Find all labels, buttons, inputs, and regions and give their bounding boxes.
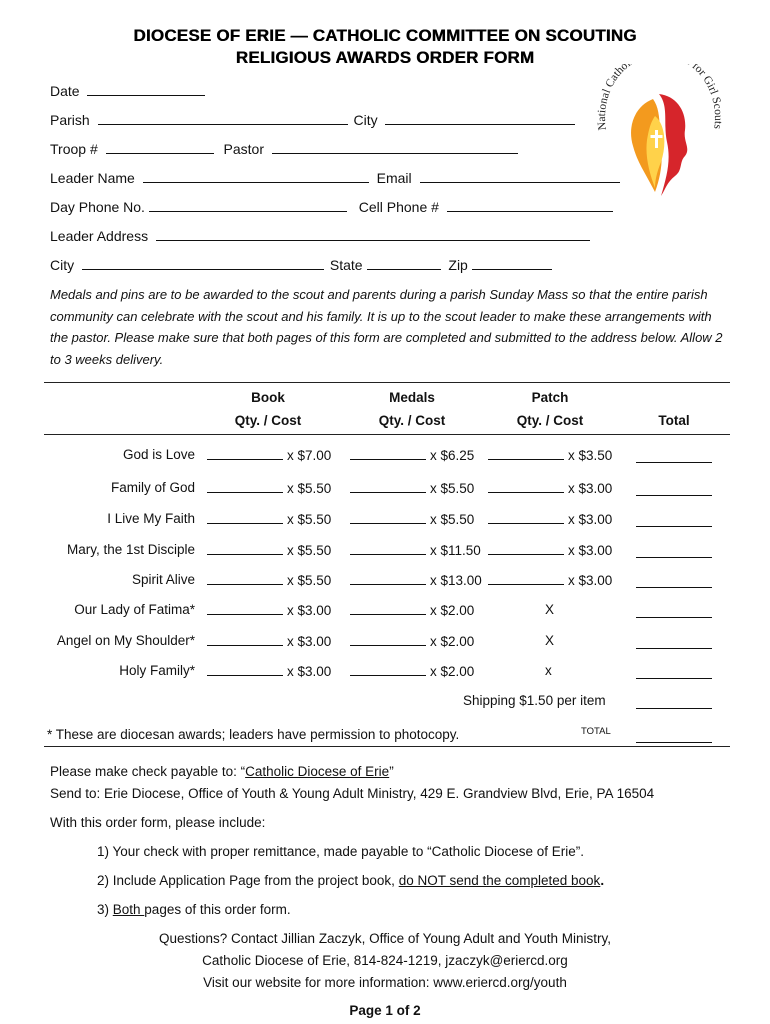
book-qty-blank[interactable] (207, 511, 283, 524)
book-qty-blank[interactable] (207, 663, 283, 676)
leader-name-blank[interactable] (143, 169, 369, 183)
patch-qty-blank[interactable] (488, 542, 564, 555)
leader-name-field[interactable] (50, 169, 620, 186)
book-price: x $5.50 (287, 543, 332, 558)
medals-qty-cell[interactable] (350, 447, 474, 463)
city2-label: City (50, 257, 75, 273)
book-price: x $3.00 (287, 603, 332, 618)
item2-suffix: . (600, 873, 605, 888)
pastor-blank[interactable] (272, 140, 518, 154)
row-total-blank[interactable] (636, 545, 712, 558)
contact-line-3: Visit our website for more information: www.eriercd.org/youth (203, 975, 567, 990)
patch-price: x $3.00 (568, 481, 613, 496)
table-top-rule (44, 382, 730, 383)
zip-label: Zip (448, 257, 468, 273)
include-item-2 (97, 873, 604, 888)
award-name: Holy Family* (119, 663, 195, 678)
date-blank[interactable] (87, 82, 205, 96)
medals-qty-cell[interactable] (350, 663, 474, 679)
medals-qty-cell[interactable] (350, 633, 474, 649)
book-qty-cell[interactable] (207, 572, 331, 588)
state-label: State (329, 257, 363, 273)
medals-price: x $11.50 (430, 543, 481, 558)
book-qty-cell[interactable] (207, 602, 331, 618)
row-total-blank[interactable] (636, 666, 712, 679)
header-patch: Patch (531, 390, 569, 405)
patch-qty-cell[interactable] (488, 447, 612, 463)
table-header-rule (44, 434, 730, 435)
contact-line-2: Catholic Diocese of Erie, 814-824-1219, jzaczyk@eriercd.org (202, 953, 568, 968)
patch-price: x $3.00 (568, 573, 613, 588)
book-price: x $5.50 (287, 481, 332, 496)
day-phone-blank[interactable] (149, 198, 347, 212)
medals-qty-cell[interactable] (350, 511, 474, 527)
patch-price: x $3.50 (568, 448, 613, 463)
medals-qty-cell[interactable] (350, 542, 481, 558)
check-prefix: Please make check payable to: “ (50, 764, 246, 779)
book-qty-cell[interactable] (207, 663, 331, 679)
troop-field[interactable] (50, 140, 518, 157)
leader-address-label: Leader Address (50, 228, 149, 244)
patch-not-available: x (545, 663, 552, 678)
header-book-qty: Qty. / Cost (234, 413, 302, 428)
book-price: x $3.00 (287, 664, 332, 679)
include-heading: With this order form, please include: (50, 815, 266, 830)
day-phone-label: Day Phone No. (50, 199, 145, 215)
award-name: Angel on My Shoulder* (56, 633, 195, 648)
check-payee: Catholic Diocese of Erie (245, 764, 390, 779)
leader-name-label: Leader Name (50, 170, 135, 186)
footnote-text: * These are diocesan awards; leaders have permission to photocopy. (47, 727, 460, 742)
header-total: Total (658, 413, 690, 428)
leader-address-blank[interactable] (156, 227, 590, 241)
date-label: Date (50, 83, 80, 99)
parish-label: Parish (50, 112, 90, 128)
parish-blank[interactable] (98, 111, 348, 125)
item3-prefix: 3) (97, 902, 113, 917)
book-qty-cell[interactable] (207, 542, 331, 558)
book-price: x $5.50 (287, 512, 332, 527)
phone-field[interactable] (50, 198, 613, 215)
award-name: Spirit Alive (131, 572, 195, 587)
grand-total-blank[interactable] (636, 730, 712, 743)
patch-not-available: X (545, 602, 555, 617)
row-total-blank[interactable] (636, 514, 712, 527)
form-title-line1: DIOCESE OF ERIE — CATHOLIC COMMITTEE ON SCOUTING (133, 26, 637, 45)
table-bottom-rule (44, 746, 730, 747)
medals-qty-blank[interactable] (350, 447, 426, 460)
patch-qty-blank[interactable] (488, 480, 564, 493)
city2-blank[interactable] (82, 256, 324, 270)
header-patch-qty: Qty. / Cost (516, 413, 584, 428)
row-total-blank[interactable] (636, 636, 712, 649)
medals-qty-cell[interactable] (350, 480, 474, 496)
email-label: Email (376, 170, 412, 186)
ncc-logo (595, 64, 725, 214)
include-item-1: 1) Your check with proper remittance, made payable to “Catholic Diocese of Erie”. (97, 844, 584, 859)
medals-price: x $6.25 (430, 448, 475, 463)
medals-qty-blank[interactable] (350, 663, 426, 676)
patch-qty-blank[interactable] (488, 447, 564, 460)
medals-price: x $5.50 (430, 512, 475, 527)
item3-underlined: Both (112, 902, 145, 917)
patch-qty-cell[interactable] (488, 480, 612, 496)
medals-price: x $5.50 (430, 481, 475, 496)
pastor-label: Pastor (223, 141, 264, 157)
item2-underlined: do NOT send the completed book (398, 873, 601, 888)
medals-qty-blank[interactable] (350, 511, 426, 524)
patch-qty-cell[interactable] (488, 511, 612, 527)
cell-phone-blank[interactable] (447, 198, 613, 212)
row-total-blank[interactable] (636, 575, 712, 588)
email-blank[interactable] (420, 169, 620, 183)
patch-qty-cell[interactable] (488, 542, 612, 558)
award-name: I Live My Faith (107, 511, 195, 526)
include-item-3 (97, 902, 291, 917)
zip-blank[interactable] (472, 256, 552, 270)
city-state-zip-field[interactable] (50, 256, 552, 273)
medals-qty-blank[interactable] (350, 572, 426, 585)
page-number: Page 1 of 2 (349, 1003, 421, 1018)
contact-line-1: Questions? Contact Jillian Zaczyk, Office of Young Adult and Youth Ministry, (158, 931, 611, 946)
medals-price: x $13.00 (430, 573, 482, 588)
patch-price: x $3.00 (568, 512, 613, 527)
date-field[interactable] (50, 82, 205, 99)
row-total-blank[interactable] (636, 450, 712, 463)
send-to-line: Send to: Erie Diocese, Office of Youth & Young Adult Ministry, 429 E. Grandview Blvd, Erie, PA 16504 (50, 786, 655, 801)
medals-qty-blank[interactable] (350, 542, 426, 555)
form-title-line2: RELIGIOUS AWARDS ORDER FORM (235, 48, 535, 67)
total-label: TOTAL (581, 726, 611, 737)
medals-qty-cell[interactable] (350, 602, 474, 618)
book-price: x $5.50 (287, 573, 332, 588)
book-qty-cell[interactable] (207, 511, 331, 527)
award-name: Family of God (110, 480, 195, 495)
state-blank[interactable] (367, 256, 441, 270)
shipping-label: Shipping $1.50 per item (463, 693, 606, 708)
row-total-blank[interactable] (636, 483, 712, 496)
book-qty-cell[interactable] (207, 447, 331, 463)
cell-phone-label: Cell Phone # (358, 199, 439, 215)
book-qty-blank[interactable] (207, 542, 283, 555)
book-price: x $3.00 (287, 634, 332, 649)
header-medals: Medals (389, 390, 435, 405)
row-total-blank[interactable] (636, 605, 712, 618)
city-label: City (353, 112, 378, 128)
medals-price: x $2.00 (430, 664, 475, 679)
troop-label: Troop # (50, 141, 98, 157)
troop-blank[interactable] (106, 140, 214, 154)
instructions-text: Medals and pins are to be awarded to the scout and parents during a parish Sunday Mass so that the entire parish community can celebrate with the scout and his family. It is up to the scout leader to make these arrangements with the pastor. Please make sure that both pages of this form are completed and submitted to the address below. Allow 2 to 3 weeks delivery. (50, 287, 723, 367)
medals-price: x $2.00 (430, 634, 475, 649)
book-qty-cell[interactable] (207, 633, 331, 649)
medals-qty-blank[interactable] (350, 633, 426, 646)
header-medals-qty: Qty. / Cost (378, 413, 446, 428)
award-name: Mary, the 1st Disciple (66, 542, 195, 557)
book-qty-blank[interactable] (207, 447, 283, 460)
book-qty-blank[interactable] (207, 480, 283, 493)
book-price: x $7.00 (287, 448, 332, 463)
patch-qty-cell[interactable] (488, 572, 612, 588)
header-book: Book (251, 390, 285, 405)
parish-field[interactable] (50, 111, 575, 128)
medals-qty-blank[interactable] (350, 602, 426, 615)
logo-text: National Catho for Girl Scouts (595, 64, 725, 131)
check-payable-line (50, 764, 394, 779)
book-qty-blank[interactable] (207, 572, 283, 585)
patch-not-available: X (545, 633, 555, 648)
city-blank[interactable] (385, 111, 575, 125)
medals-price: x $2.00 (430, 603, 475, 618)
medals-qty-cell[interactable] (350, 572, 482, 588)
award-name: God is Love (122, 447, 195, 462)
medals-qty-blank[interactable] (350, 480, 426, 493)
book-qty-blank[interactable] (207, 602, 283, 615)
item2-prefix: 2) Include Application Page from the project book, (97, 873, 399, 888)
patch-qty-blank[interactable] (488, 572, 564, 585)
leader-address-field[interactable] (50, 227, 590, 244)
award-name: Our Lady of Fatima* (74, 602, 195, 617)
shipping-total-blank[interactable] (636, 696, 712, 709)
item3-suffix: pages of this order form. (144, 902, 291, 917)
book-qty-blank[interactable] (207, 633, 283, 646)
patch-qty-blank[interactable] (488, 511, 564, 524)
check-suffix: ” (389, 764, 394, 779)
book-qty-cell[interactable] (207, 480, 331, 496)
patch-price: x $3.00 (568, 543, 613, 558)
